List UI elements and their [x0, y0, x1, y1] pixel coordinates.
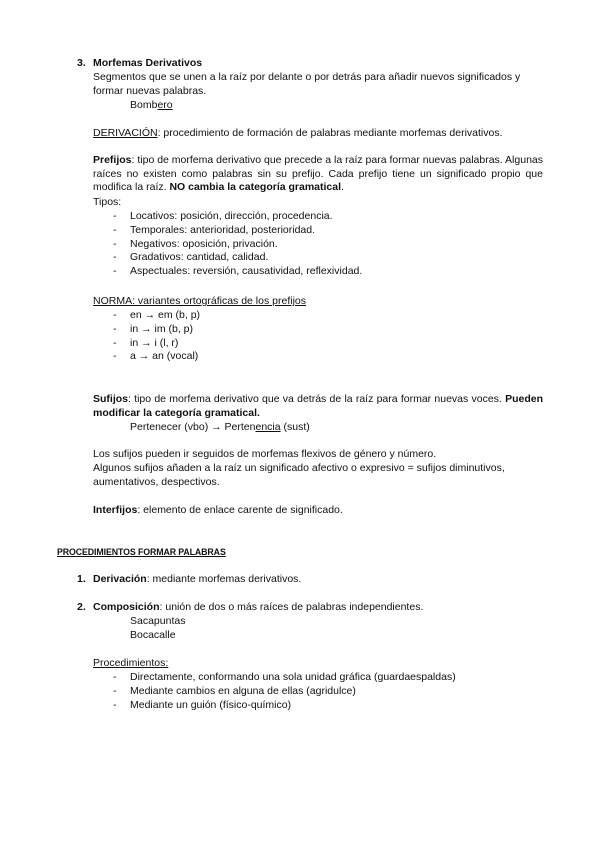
list-item: - a → an (vocal) [113, 350, 199, 363]
sufijos-text: : tipo de morfema derivativo que va detrás de la raíz para formar nuevas voces. [128, 393, 506, 405]
sufijos-term: Sufijos [93, 393, 129, 405]
section-description: Segmentos que se unen a la raíz por delante o por detrás para añadir nuevos significados y formar nuevas palabras. [93, 71, 521, 97]
prefijos-end: . [341, 181, 344, 194]
sufijos-example: Pertenecer (vbo) → Pertenencia (sust) [130, 421, 310, 433]
list-item: - Negativos: oposición, privación. [113, 237, 278, 250]
procedimientos-heading: PROCEDIMIENTOS FORMAR PALABRAS [57, 547, 226, 557]
composition-example: Bocacalle [130, 629, 176, 641]
list-item: - Mediante cambios en alguna de ellas (agridulce) [113, 684, 356, 697]
procedimientos-subtitle: Procedimientos: [93, 657, 169, 669]
derivacion-text: : procedimiento de formación de palabras mediante morfemas derivativos. [157, 127, 503, 139]
derivacion-paragraph [93, 127, 503, 141]
norma-list [113, 309, 413, 364]
list-item: - en → em (b, p) [113, 309, 201, 321]
interfijos-text: : elemento de enlace carente de significado. [137, 504, 343, 516]
list-item: - Temporales: anterioridad, posterioridad. [113, 223, 316, 236]
prefijos-term: Prefijos [93, 154, 132, 166]
list-item: - in → i (l, r) [113, 336, 179, 349]
list-item: - Directamente, conformando una sola unidad gráfica (guardaespaldas) [113, 671, 456, 683]
derivacion-term: DERIVACIÓN [93, 127, 158, 139]
composition-example: Sacapuntas [130, 615, 186, 627]
section-title: Morfemas Derivativos [93, 57, 203, 69]
item1-paragraph: Derivación: mediante morfemas derivativos. [93, 573, 302, 585]
example-root: Bomb [130, 99, 158, 111]
prefijos-note: NO cambia la categoría gramatical [169, 181, 342, 194]
procedimientos-list [113, 671, 553, 712]
list-item: - Aspectuales: reversión, causatividad, reflexividad. [113, 265, 363, 278]
prefijos-text: : tipo de morfema derivativo que precede a la raíz para formar nuevas palabras. Algunas raíces no existen como palabras sin su prefijo. Cada prefijo tiene un significado propio que modifica la raíz. [93, 154, 543, 194]
sufijos-note: Pueden modificar la categoría gramatical. [93, 393, 543, 419]
tipos-list [113, 210, 513, 279]
item2-number: 2. [77, 601, 86, 613]
list-item: - in → im (b, p) [113, 322, 194, 335]
section-number: 3. [77, 57, 86, 69]
example-word [130, 99, 173, 113]
interfijos-term: Interfijos [93, 504, 138, 516]
prefijos-paragraph [93, 154, 543, 195]
item2-paragraph: Composición: unión de dos o más raíces de palabras independientes. [93, 601, 424, 613]
interfijos-paragraph [93, 504, 343, 518]
norma-title: NORMA: variantes ortográficas de los prefijos [93, 295, 306, 307]
list-item: - Mediante un guión (físico-químico) [113, 698, 292, 711]
example-suffix: ero [157, 99, 173, 111]
tipos-label: Tipos: [93, 196, 122, 208]
sufijos-p2: Algunos sufijos añaden a la raíz un significado afectivo o expresivo = sufijos diminutivos, aumentativos, despectivos. [93, 462, 505, 488]
sufijos-paragraph [93, 393, 543, 420]
list-item: - Locativos: posición, dirección, procedencia. [113, 210, 333, 222]
item1-number: 1. [77, 573, 86, 585]
list-item: - Gradativos: cantidad, calidad. [113, 251, 269, 264]
sufijos-p1: Los sufijos pueden ir seguidos de morfemas flexivos de género y número. [93, 448, 437, 460]
